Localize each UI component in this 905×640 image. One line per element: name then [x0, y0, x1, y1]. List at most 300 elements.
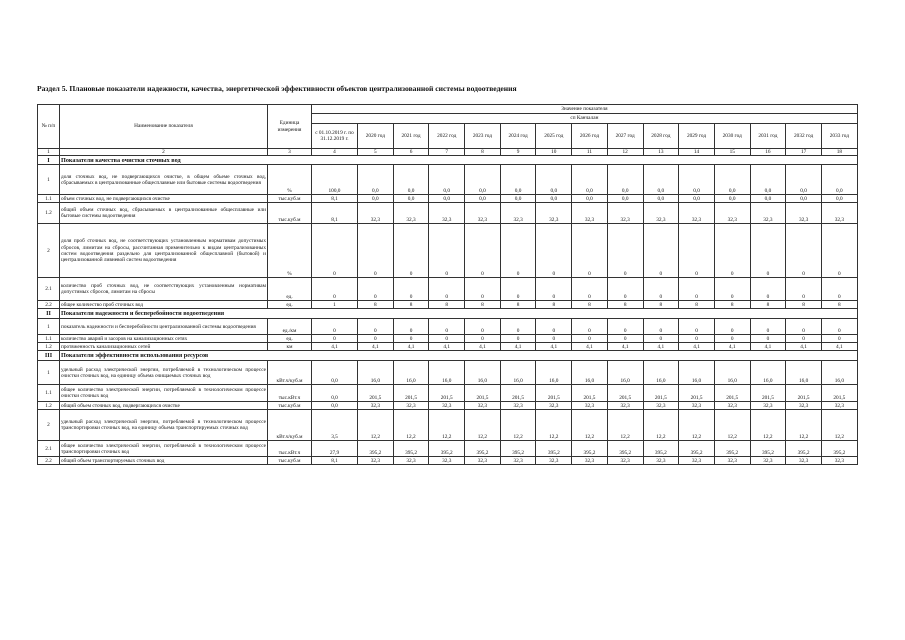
value-cell: 0 [714, 224, 750, 278]
header-period: 2024 год [500, 124, 536, 149]
table-row [38, 278, 858, 301]
value-cell: 201,5 [607, 385, 643, 402]
row-unit: ед. [268, 335, 312, 343]
value-cell: 0 [536, 224, 572, 278]
value-cell: 32,3 [679, 457, 715, 465]
value-cell: 32,3 [536, 402, 572, 410]
value-cell: 0 [786, 224, 822, 278]
value-cell: 16,0 [679, 361, 715, 385]
value-cell: 0,0 [786, 195, 822, 203]
value-cell: 4,1 [572, 343, 608, 351]
row-name: общее количество электрической энергии, потребляемой в технологическом процессе транспортировки сточных вод [61, 442, 266, 455]
value-cell: 0,0 [536, 165, 572, 195]
value-cell: 0 [358, 278, 394, 301]
value-cell: 32,3 [821, 457, 857, 465]
value-cell: 0,0 [429, 195, 465, 203]
value-cell: 32,3 [393, 402, 429, 410]
value-cell: 0 [536, 278, 572, 301]
value-cell: 0,0 [679, 165, 715, 195]
value-cell: 0 [643, 335, 679, 343]
value-cell: 8,1 [312, 457, 358, 465]
value-cell: 395,2 [714, 441, 750, 457]
column-number: 6 [393, 149, 429, 156]
header-period: 2032 год [786, 124, 822, 149]
value-cell: 0 [750, 319, 786, 335]
value-cell: 12,2 [536, 410, 572, 441]
value-cell: 0 [750, 224, 786, 278]
column-number: 18 [821, 149, 857, 156]
value-cell: 4,1 [312, 343, 358, 351]
value-cell: 395,2 [572, 441, 608, 457]
value-cell: 201,5 [679, 385, 715, 402]
row-unit: % [268, 165, 312, 195]
row-num: 1 [38, 165, 60, 195]
value-cell: 0 [714, 319, 750, 335]
value-cell: 0 [572, 335, 608, 343]
value-cell: 12,2 [358, 410, 394, 441]
value-cell: 16,0 [358, 361, 394, 385]
section-num: I [38, 156, 60, 165]
value-cell: 395,2 [679, 441, 715, 457]
value-cell: 0,0 [643, 165, 679, 195]
value-cell: 4,1 [679, 343, 715, 351]
row-num: 2 [38, 224, 60, 278]
column-number: 9 [500, 149, 536, 156]
table-row [38, 402, 858, 410]
value-cell: 4,1 [750, 343, 786, 351]
header-period: 2028 год [643, 124, 679, 149]
header-num: № п/п [38, 105, 60, 149]
value-cell: 4,1 [393, 343, 429, 351]
value-cell: 32,3 [536, 457, 572, 465]
header-period: 2030 год [714, 124, 750, 149]
header-values-group: Значение показателя [312, 105, 858, 114]
value-cell: 8,1 [312, 203, 358, 224]
row-num: 2.1 [38, 441, 60, 457]
value-cell: 0,0 [679, 195, 715, 203]
row-name: общее количество проб сточных вод [60, 301, 268, 309]
value-cell: 0 [429, 335, 465, 343]
value-cell: 0,0 [500, 195, 536, 203]
value-cell: 4,1 [821, 343, 857, 351]
header-period: 2033 год [821, 124, 857, 149]
value-cell: 0 [643, 278, 679, 301]
value-cell: 32,3 [714, 457, 750, 465]
value-cell: 16,0 [572, 361, 608, 385]
table-row [38, 301, 858, 309]
row-unit: тыс.куб.м [268, 402, 312, 410]
header-period: 2029 год [679, 124, 715, 149]
value-cell: 0,0 [750, 165, 786, 195]
value-cell: 32,3 [714, 402, 750, 410]
value-cell: 0,0 [572, 195, 608, 203]
table-row [38, 335, 858, 343]
value-cell: 32,3 [572, 402, 608, 410]
value-cell: 0 [607, 335, 643, 343]
value-cell: 8 [607, 301, 643, 309]
value-cell: 0 [500, 278, 536, 301]
section-title: Показатели надежности и бесперебойности водоотведения [60, 309, 858, 319]
value-cell: 32,3 [643, 457, 679, 465]
row-name: общее количество электрической энергии, потребляемой в технологическом процессе очистки сточных вод [60, 385, 268, 402]
header-period: 2025 год [536, 124, 572, 149]
row-name: удельный расход электрической энергии, потребляемой в технологическом процессе транспортировки сточных вод, на единицу объема транспортируемых сточных вод [60, 410, 268, 441]
column-number: 1 [38, 149, 60, 156]
value-cell: 0 [358, 224, 394, 278]
value-cell: 201,5 [536, 385, 572, 402]
value-cell: 32,3 [643, 203, 679, 224]
value-cell: 0 [821, 224, 857, 278]
row-unit: км [268, 343, 312, 351]
value-cell: 16,0 [393, 361, 429, 385]
header-period: 2027 год [607, 124, 643, 149]
value-cell: 32,3 [393, 457, 429, 465]
row-num: 1 [38, 361, 60, 385]
row-name: доля проб сточных вод, не соответствующих установленным нормативам допустимых сбросов, лимитам на сбросы, рассчитанная применительно к видам централизованных систем водоотведения раздельно для централизованной общесплавной (бытовой) и централизованной ливневой систем водоотведения [60, 224, 268, 278]
value-cell: 201,5 [786, 385, 822, 402]
value-cell: 0 [536, 319, 572, 335]
row-num: 2 [38, 410, 60, 441]
row-unit: тыс.куб.м [268, 457, 312, 465]
row-num: 1.2 [38, 343, 60, 351]
row-name: протяженность канализационных сетей [60, 343, 268, 351]
value-cell: 16,0 [821, 361, 857, 385]
value-cell: 0 [358, 335, 394, 343]
value-cell: 0 [607, 319, 643, 335]
value-cell: 0,0 [393, 195, 429, 203]
section-title: Показатели эффективности использования ресурсов [60, 351, 858, 361]
column-number: 10 [536, 149, 572, 156]
value-cell: 16,0 [643, 361, 679, 385]
column-number: 3 [268, 149, 312, 156]
value-cell: 32,3 [607, 402, 643, 410]
value-cell: 8,1 [312, 195, 358, 203]
value-cell: 0 [821, 278, 857, 301]
value-cell: 32,3 [465, 203, 501, 224]
value-cell: 0,0 [500, 165, 536, 195]
row-num: 1.1 [38, 195, 60, 203]
row-name: общий объем сточных вод, сбрасываемых в централизованные общесплавные или бытовые системы водоотведения [60, 203, 268, 224]
header-unit: Единица измерения [268, 105, 312, 149]
value-cell: 0,0 [358, 195, 394, 203]
value-cell: 0 [643, 319, 679, 335]
value-cell: 395,2 [393, 441, 429, 457]
value-cell: 4,1 [714, 343, 750, 351]
value-cell: 27,9 [312, 441, 358, 457]
value-cell: 0,0 [821, 195, 857, 203]
value-cell: 8 [643, 301, 679, 309]
value-cell: 32,3 [536, 203, 572, 224]
header-period: 2023 год [465, 124, 501, 149]
value-cell: 16,0 [465, 361, 501, 385]
row-num: 1.2 [38, 402, 60, 410]
value-cell: 8 [679, 301, 715, 309]
value-cell: 0,0 [643, 195, 679, 203]
table-row [38, 410, 858, 441]
value-cell: 0 [393, 278, 429, 301]
row-num: 1.1 [38, 335, 60, 343]
row-name: количество проб сточных вод, не соответствующих установленным нормативам допустимых сбросов, лимитам на сбросы [60, 278, 268, 301]
value-cell: 16,0 [750, 361, 786, 385]
value-cell: 8 [358, 301, 394, 309]
value-cell: 32,3 [429, 457, 465, 465]
section-row [38, 351, 858, 361]
column-number: 2 [60, 149, 268, 156]
value-cell: 0,0 [572, 165, 608, 195]
value-cell: 0 [393, 319, 429, 335]
value-cell: 0 [429, 224, 465, 278]
value-cell: 32,3 [821, 203, 857, 224]
row-name: объем сточных вод, не подвергающихся очистке [60, 195, 268, 203]
value-cell: 395,2 [643, 441, 679, 457]
value-cell: 32,3 [607, 203, 643, 224]
value-cell: 201,5 [500, 385, 536, 402]
value-cell: 4,1 [358, 343, 394, 351]
value-cell: 0 [465, 319, 501, 335]
value-cell: 201,5 [358, 385, 394, 402]
value-cell: 32,3 [679, 203, 715, 224]
value-cell: 8 [429, 301, 465, 309]
value-cell: 0,0 [750, 195, 786, 203]
value-cell: 0 [572, 224, 608, 278]
value-cell: 32,3 [358, 402, 394, 410]
value-cell: 0 [786, 319, 822, 335]
section-num: III [38, 351, 60, 361]
value-cell: 16,0 [714, 361, 750, 385]
column-number: 11 [572, 149, 608, 156]
value-cell: 4,1 [429, 343, 465, 351]
value-cell: 4,1 [500, 343, 536, 351]
value-cell: 0,0 [465, 165, 501, 195]
value-cell: 8 [500, 301, 536, 309]
table-row [38, 195, 858, 203]
value-cell: 395,2 [750, 441, 786, 457]
row-num: 2.2 [38, 457, 60, 465]
header-period: 2020 год [358, 124, 394, 149]
value-cell: 395,2 [821, 441, 857, 457]
row-name: удельный расход электрической энергии, потребляемой в технологическом процессе очистки сточных вод, на единицу объема очищаемых сточных вод [60, 361, 268, 385]
value-cell: 4,1 [536, 343, 572, 351]
value-cell: 0 [679, 319, 715, 335]
indicators-table [37, 104, 858, 465]
table-row [38, 385, 858, 402]
value-cell: 8 [465, 301, 501, 309]
table-row [38, 361, 858, 385]
value-cell: 201,5 [750, 385, 786, 402]
value-cell: 0 [465, 335, 501, 343]
row-unit: тыс.куб.м [268, 203, 312, 224]
row-unit: кВт.ч/куб.м [268, 410, 312, 441]
value-cell: 32,3 [465, 457, 501, 465]
value-cell: 201,5 [465, 385, 501, 402]
value-cell: 32,3 [750, 402, 786, 410]
value-cell: 0 [465, 224, 501, 278]
value-cell: 8 [572, 301, 608, 309]
header-period: 2021 год [393, 124, 429, 149]
value-cell: 0 [393, 224, 429, 278]
value-cell: 0 [312, 224, 358, 278]
value-cell: 16,0 [429, 361, 465, 385]
value-cell: 12,2 [429, 410, 465, 441]
section-num: II [38, 309, 60, 319]
value-cell: 0,0 [312, 402, 358, 410]
value-cell: 0 [714, 335, 750, 343]
value-cell: 12,2 [643, 410, 679, 441]
value-cell: 395,2 [786, 441, 822, 457]
value-cell: 395,2 [607, 441, 643, 457]
value-cell: 0 [607, 224, 643, 278]
row-num: 1 [38, 319, 60, 335]
value-cell: 0 [500, 335, 536, 343]
value-cell: 32,3 [750, 457, 786, 465]
value-cell: 16,0 [500, 361, 536, 385]
row-unit: тыс.куб.м [268, 195, 312, 203]
table-row [38, 457, 858, 465]
header-name: Наименование показателя [60, 105, 268, 149]
value-cell: 0,0 [607, 195, 643, 203]
row-unit: тыс.кВт.ч [268, 441, 312, 457]
value-cell: 0 [786, 278, 822, 301]
value-cell: 32,3 [500, 402, 536, 410]
row-name: общий объем сточных вод, подвергающихся очистке [60, 402, 268, 410]
value-cell: 0,0 [465, 195, 501, 203]
value-cell: 32,3 [500, 203, 536, 224]
row-name: показатель надежности и бесперебойности централизованной системы водоотведения [60, 319, 268, 335]
value-cell: 0 [312, 335, 358, 343]
value-cell: 0,0 [786, 165, 822, 195]
value-cell: 0 [607, 278, 643, 301]
header-period: 2031 год [750, 124, 786, 149]
value-cell: 201,5 [714, 385, 750, 402]
value-cell: 8 [821, 301, 857, 309]
value-cell: 4,1 [786, 343, 822, 351]
value-cell: 12,2 [679, 410, 715, 441]
value-cell: 0 [821, 319, 857, 335]
value-cell: 0,0 [312, 385, 358, 402]
value-cell: 0 [572, 319, 608, 335]
value-cell: 0,0 [714, 195, 750, 203]
column-number: 8 [465, 149, 501, 156]
value-cell: 12,2 [821, 410, 857, 441]
column-number: 16 [750, 149, 786, 156]
value-cell: 4,1 [643, 343, 679, 351]
column-number: 14 [679, 149, 715, 156]
value-cell: 201,5 [429, 385, 465, 402]
value-cell: 32,3 [429, 402, 465, 410]
header-period: 2022 год [429, 124, 465, 149]
column-number: 12 [607, 149, 643, 156]
value-cell: 32,3 [393, 203, 429, 224]
row-unit: ед. [268, 301, 312, 309]
value-cell: 8 [393, 301, 429, 309]
value-cell: 0 [429, 278, 465, 301]
table-row [38, 441, 858, 457]
value-cell: 32,3 [643, 402, 679, 410]
value-cell: 0 [750, 335, 786, 343]
value-cell: 0 [750, 278, 786, 301]
value-cell: 0 [679, 278, 715, 301]
section-row [38, 156, 858, 165]
section-title: Показатели качества очистки сточных вод [60, 156, 858, 165]
value-cell: 32,3 [679, 402, 715, 410]
value-cell: 32,3 [786, 203, 822, 224]
value-cell: 12,2 [786, 410, 822, 441]
value-cell: 0 [500, 224, 536, 278]
value-cell: 0,0 [821, 165, 857, 195]
value-cell: 4,1 [465, 343, 501, 351]
header-period: с 01.10.2019 г. по 31.12.2019 г. [312, 124, 358, 149]
value-cell: 1 [312, 301, 358, 309]
value-cell: 0,0 [393, 165, 429, 195]
section-row [38, 309, 858, 319]
value-cell: 12,2 [465, 410, 501, 441]
value-cell: 12,2 [607, 410, 643, 441]
value-cell: 0 [465, 278, 501, 301]
value-cell: 32,3 [714, 203, 750, 224]
value-cell: 32,3 [500, 457, 536, 465]
value-cell: 32,3 [429, 203, 465, 224]
row-num: 2.2 [38, 301, 60, 309]
page-title: Раздел 5. Плановые показатели надежности, качества, энергетической эффективности объектов централизованной системы водоотведения [37, 84, 517, 93]
value-cell: 8 [750, 301, 786, 309]
value-cell: 16,0 [607, 361, 643, 385]
value-cell: 0 [429, 319, 465, 335]
value-cell: 0,0 [536, 195, 572, 203]
value-cell: 0 [572, 278, 608, 301]
value-cell: 201,5 [643, 385, 679, 402]
value-cell: 0,0 [607, 165, 643, 195]
value-cell: 12,2 [714, 410, 750, 441]
value-cell: 395,2 [536, 441, 572, 457]
value-cell: 201,5 [821, 385, 857, 402]
value-cell: 16,0 [536, 361, 572, 385]
header-period: 2026 год [572, 124, 608, 149]
value-cell: 201,5 [572, 385, 608, 402]
value-cell: 0,0 [714, 165, 750, 195]
value-cell: 16,0 [786, 361, 822, 385]
value-cell: 0 [312, 319, 358, 335]
value-cell: 201,5 [393, 385, 429, 402]
column-number: 4 [312, 149, 358, 156]
value-cell: 0 [821, 335, 857, 343]
value-cell: 12,2 [500, 410, 536, 441]
value-cell: 32,3 [465, 402, 501, 410]
value-cell: 32,3 [821, 402, 857, 410]
row-unit: тыс.кВт.ч [268, 385, 312, 402]
header-location: сп Канчалан [312, 114, 858, 124]
value-cell: 100,0 [312, 165, 358, 195]
row-unit: ед./км [268, 319, 312, 335]
value-cell: 395,2 [500, 441, 536, 457]
table-row [38, 203, 858, 224]
value-cell: 0 [786, 335, 822, 343]
column-number: 13 [643, 149, 679, 156]
table-row [38, 165, 858, 195]
value-cell: 4,1 [607, 343, 643, 351]
value-cell: 0,0 [358, 165, 394, 195]
value-cell: 0 [643, 224, 679, 278]
value-cell: 0 [714, 278, 750, 301]
value-cell: 0,0 [429, 165, 465, 195]
value-cell: 32,3 [572, 457, 608, 465]
value-cell: 32,3 [572, 203, 608, 224]
value-cell: 32,3 [750, 203, 786, 224]
table-row [38, 224, 858, 278]
value-cell: 12,2 [750, 410, 786, 441]
row-unit: кВт.ч/куб.м [268, 361, 312, 385]
value-cell: 0 [393, 335, 429, 343]
value-cell: 32,3 [786, 402, 822, 410]
